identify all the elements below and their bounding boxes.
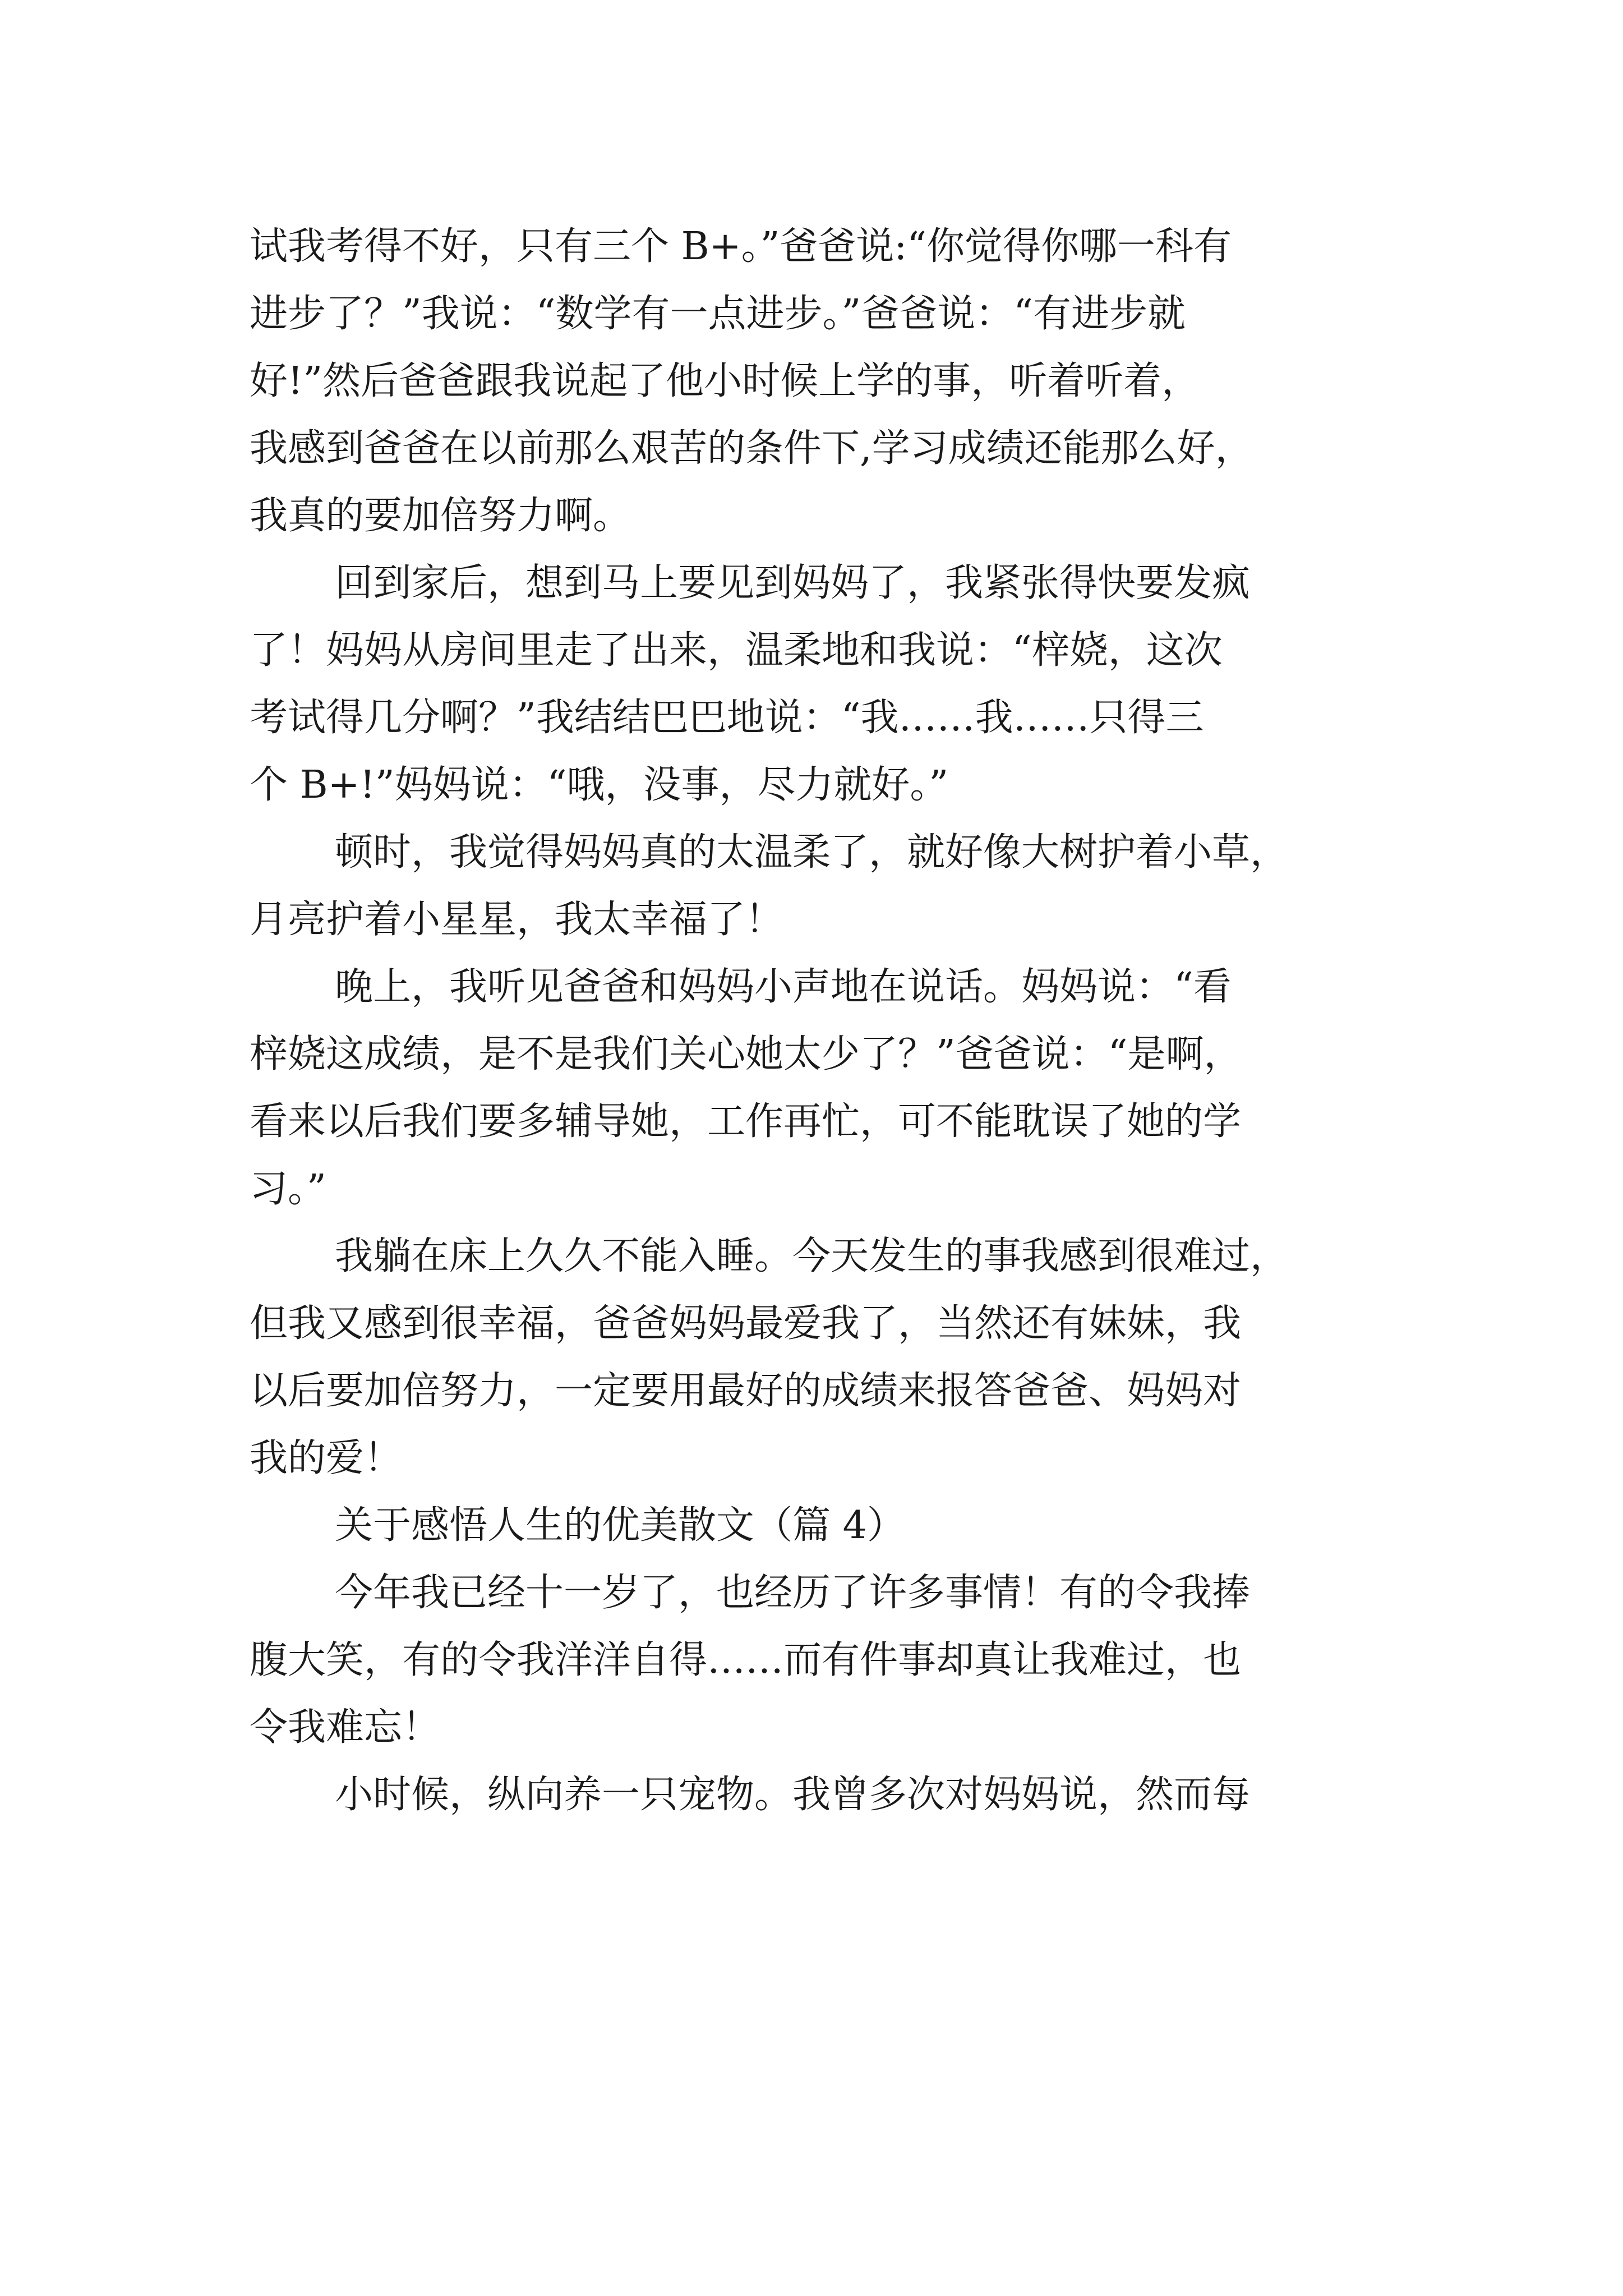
text-line: 进步了？”我说：“数学有一点进步。”爸爸说：“有进步就: [250, 292, 1186, 336]
text-line: 令我难忘！: [250, 1705, 441, 1750]
text-line: 小时候，纵向养一只宠物。我曾多次对妈妈说，然而每: [335, 1773, 1251, 1817]
text-line: 我躺在床上久久不能入睡。今天发生的事我感到很难过，: [335, 1234, 1289, 1278]
text-line: 好!”然后爸爸跟我说起了他小时候上学的事，听着听着，: [250, 359, 1200, 403]
text-line: 我的爱！: [250, 1436, 403, 1480]
text-line: 习。”: [250, 1167, 326, 1211]
text-line: 我真的要加倍努力啊。: [250, 494, 631, 538]
text-line: 了！妈妈从房间里走了出来，温柔地和我说：“梓娆，这次: [250, 628, 1223, 673]
text-line: 梓娆这成绩，是不是我们关心她太少了？”爸爸说：“是啊，: [250, 1032, 1242, 1076]
text-line: 月亮护着小星星，我太幸福了！: [250, 898, 784, 942]
text-line: 看来以后我们要多辅导她，工作再忙，可不能耽误了她的学: [250, 1099, 1242, 1144]
text-line: 顿时，我觉得妈妈真的太温柔了，就好像大树护着小草，: [335, 830, 1289, 875]
text-line: 关于感悟人生的优美散文（篇 4）: [335, 1503, 905, 1548]
text-line: 个 B+!”妈妈说：“哦，没事，尽力就好。”: [250, 763, 949, 807]
text-line: 但我又感到很幸福，爸爸妈妈最爱我了，当然还有妹妹，我: [250, 1301, 1242, 1346]
text-line: 晚上，我听见爸爸和妈妈小声地在说话。妈妈说：“看: [335, 965, 1232, 1009]
text-line: 今年我已经十一岁了，也经历了许多事情！有的令我捧: [335, 1571, 1251, 1615]
body-text: [250, 213, 1377, 1829]
text-line: 腹大笑，有的令我洋洋自得……而有件事却真让我难过，也: [250, 1638, 1242, 1682]
text-line: 回到家后，想到马上要见到妈妈了，我紧张得快要发疯: [335, 561, 1251, 605]
text-line: 以后要加倍努力，一定要用最好的成绩来报答爸爸、妈妈对: [250, 1369, 1242, 1413]
text-line: 试我考得不好，只有三个 B+。”爸爸说:“你觉得你哪一科有: [250, 224, 1232, 269]
text-line: 考试得几分啊？”我结结巴巴地说：“我……我……只得三: [250, 696, 1204, 740]
text-line: 我感到爸爸在以前那么艰苦的条件下,学习成绩还能那么好，: [250, 426, 1253, 471]
